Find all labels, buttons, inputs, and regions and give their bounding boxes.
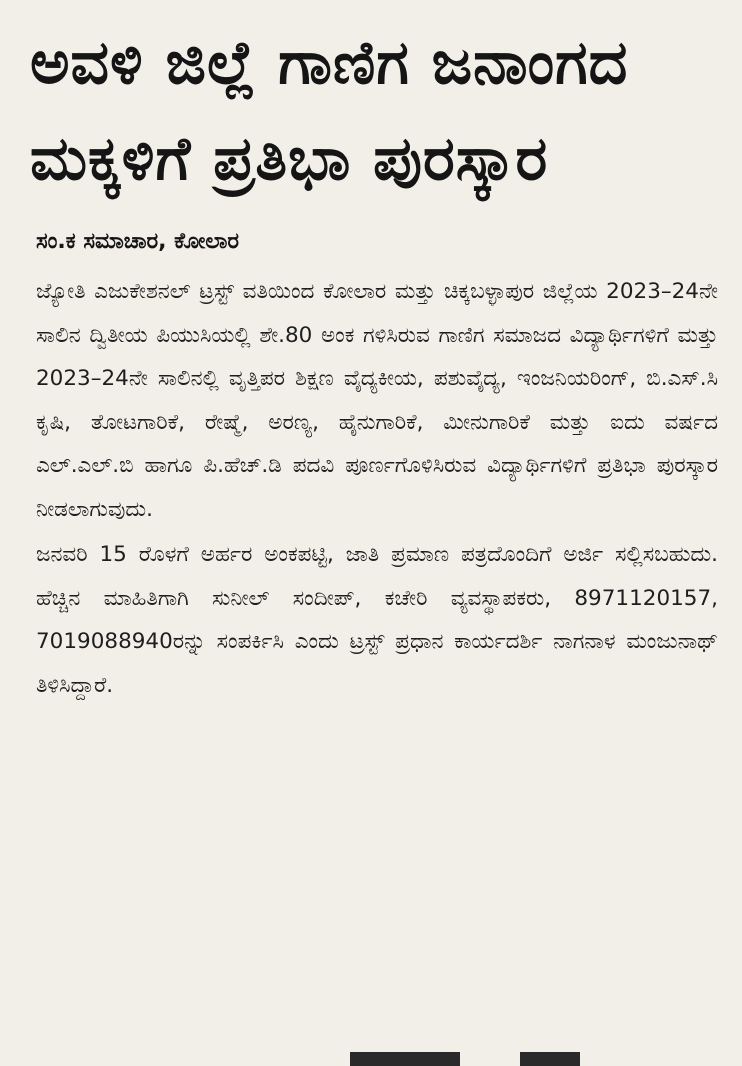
dateline: ಸಂ.ಕ ಸಮಾಚಾರ, ಕೋಲಾರ — [36, 229, 239, 254]
article-body — [36, 270, 718, 707]
clipped-previous-text — [40, 0, 460, 4]
headline-line-2: ಮಕ್ಕಳಿಗೆ ಪ್ರತಿಭಾ ಪುರಸ್ಕಾರ — [30, 124, 549, 194]
article-paragraph-1: ಜ್ಯೋತಿ ಎಜುಕೇಶನಲ್ ಟ್ರಸ್ಟ್ ವತಿಯಿಂದ ಕೋಲಾರ ಮತ್ತು ಚಿಕ್ಕಬಳ್ಳಾಪುರ ಜಿಲ್ಲೆಯ 2023–24ನೇ ಸಾಲಿನ ದ್ವಿತೀಯ ಪಿಯುಸಿಯಲ್ಲಿ ಶೇ.80 ಅಂಕ ಗಳಿಸಿರುವ ಗಾಣಿಗ ಸಮಾಜದ ವಿದ್ಯಾರ್ಥಿಗಳಿಗೆ ಮತ್ತು 2023–24ನೇ ಸಾಲಿನಲ್ಲಿ ವೃತ್ತಿಪರ ಶಿಕ್ಷಣ ವೈದ್ಯಕೀಯ, ಪಶುವೈದ್ಯ, ಇಂಜನಿಯರಿಂಗ್, ಬಿ.ಎಸ್.ಸಿ ಕೃಷಿ, ತೋಟಗಾರಿಕೆ, ರೇಷ್ಮೆ, ಅರಣ್ಯ, ಹೈನುಗಾರಿಕೆ, ಮೀನುಗಾರಿಕೆ ಮತ್ತು ಐದು ವರ್ಷದ ಎಲ್.ಎಲ್.ಬಿ ಹಾಗೂ ಪಿ.ಹೆಚ್.ಡಿ ಪದವಿ ಪೂರ್ಣಗೊಳಿಸಿರುವ ವಿದ್ಯಾರ್ಥಿಗಳಿಗೆ ಪ್ರತಿಭಾ ಪುರಸ್ಕಾರ ನೀಡಲಾಗುವುದು. — [36, 279, 718, 522]
article-paragraph-2: ಜನವರಿ 15 ರೊಳಗೆ ಅರ್ಹರ ಅಂಕಪಟ್ಟಿ, ಜಾತಿ ಪ್ರಮಾಣ ಪತ್ರದೊಂದಿಗೆ ಅರ್ಜಿ ಸಲ್ಲಿಸಬಹುದು. ಹೆಚ್ಚಿನ ಮಾಹಿತಿಗಾಗಿ ಸುನೀಲ್ ಸಂದೀಪ್, ಕಚೇರಿ ವ್ಯವಸ್ಥಾಪಕರು, 8971120157, 7019088940ರನ್ನು ಸಂಪರ್ಕಿಸಿ ಎಂದು ಟ್ರಸ್ಟ್ ಪ್ರಧಾನ ಕಾರ್ಯದರ್ಶಿ ನಾಗನಾಳ ಮಂಜುನಾಥ್ ತಿಳಿಸಿದ್ದಾರೆ. — [36, 542, 718, 698]
headline-line-1: ಅವಳಿ ಜಿಲ್ಲೆ ಗಾಣಿಗ ಜನಾಂಗದ — [30, 28, 629, 98]
